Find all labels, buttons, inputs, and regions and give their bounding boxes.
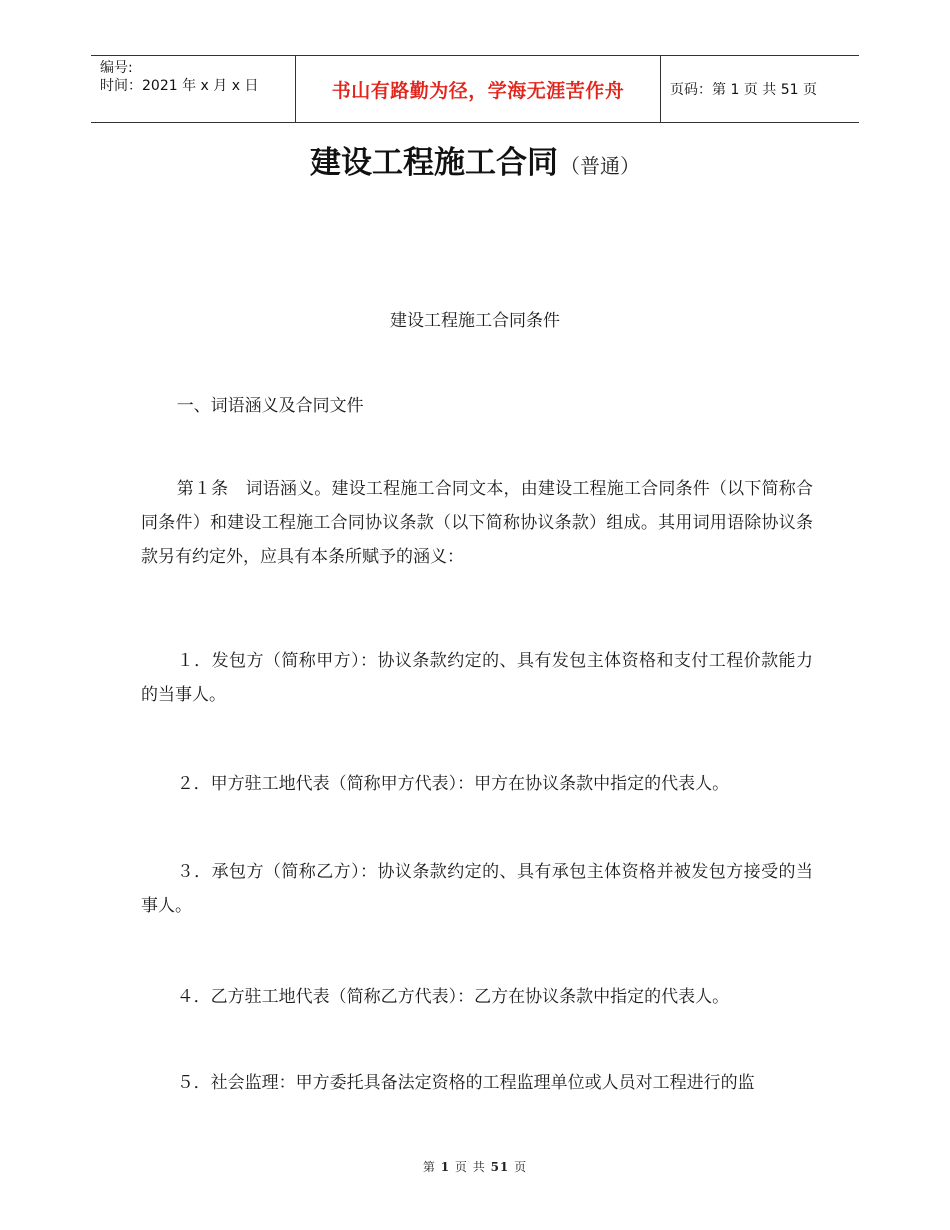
definition-item-3: ３．承包方（简称乙方）：协议条款约定的、具有承包主体资格并被发包方接受的当事人。	[141, 862, 813, 916]
footer-middle: 页 共	[454, 1160, 486, 1174]
header-page-info: 页码：第 1 页 共 51 页	[670, 82, 817, 98]
article-1-paragraph: 第１条 词语涵义。建设工程施工合同文本，由建设工程施工合同条件（以下简称合同条件）和建设工程施工合同协议条款（以下简称协议条款）组成。其用词用语除协议条款另有约定外，应具有本条所赋予的涵义：	[141, 479, 813, 567]
document-header	[91, 55, 859, 123]
footer-suffix: 页	[514, 1160, 528, 1174]
document-time-label: 时间：2021 年 x 月 x 日	[100, 78, 259, 94]
footer-current-page: 1	[440, 1160, 451, 1174]
footer-prefix: 第	[422, 1160, 436, 1174]
section-heading: 建设工程施工合同条件	[390, 311, 560, 331]
header-motto: 书山有路勤为径，学海无涯苦作舟	[295, 56, 661, 122]
document-title	[0, 137, 950, 182]
footer-total-pages: 51	[490, 1160, 510, 1174]
document-number-label: 编号:	[100, 60, 133, 76]
header-meta	[91, 56, 295, 122]
definition-item-5: ５．社会监理：甲方委托具备法定资格的工程监理单位或人员对工程进行的监	[176, 1073, 755, 1093]
title-main: 建设工程施工合同	[310, 145, 558, 181]
title-subtitle: （普通）	[560, 154, 640, 178]
section-1-heading: 一、词语涵义及合同文件	[176, 396, 364, 416]
definition-item-1: １．发包方（简称甲方）：协议条款约定的、具有发包主体资格和支付工程价款能力的当事人。	[141, 651, 813, 705]
definition-item-2: ２．甲方驻工地代表（简称甲方代表）：甲方在协议条款中指定的代表人。	[176, 774, 730, 794]
definition-item-4: ４．乙方驻工地代表（简称乙方代表）：乙方在协议条款中指定的代表人。	[176, 987, 730, 1007]
page-footer	[0, 1158, 950, 1175]
